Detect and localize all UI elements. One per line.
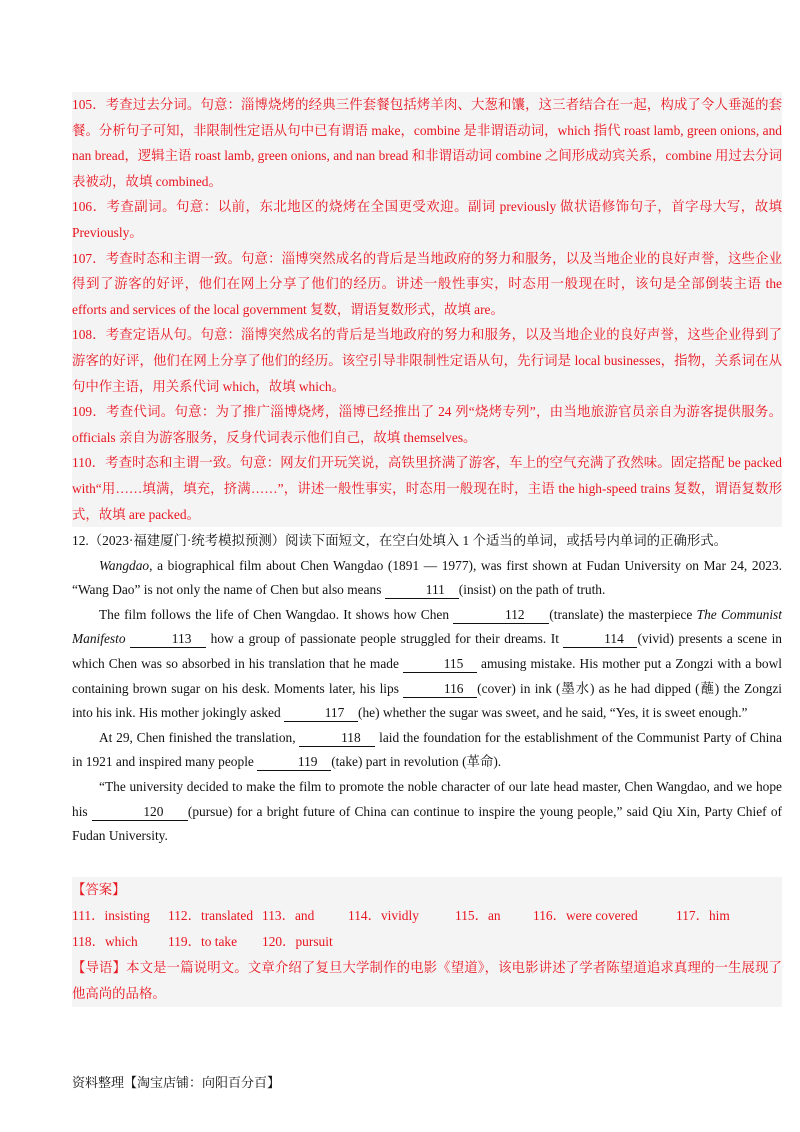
answer-row-1	[72, 903, 782, 929]
answer-120: 120．pursuit	[262, 933, 333, 949]
explanation-110: 110．考查时态和主谓一致。句意：网友们开玩笑说，高铁里挤满了游客，车上的空气充满了孜然味。固定搭配 be packed with“用……填满，填充，挤满……”，讲述一般性事实，时态用一般现在时，主语 the high-speed trains 复数，谓语复数形式，故填 are packed。	[72, 455, 782, 522]
blank-119: 119	[257, 753, 331, 771]
text: , a biographical film about Chen Wangdao (1891 — 1977), was first shown at Fudan University on Mar 24, 2023. “Wang Dao” is not only the name of Chen but also means	[72, 557, 782, 598]
blank-114: 114	[563, 630, 637, 648]
text: (cover) in ink (墨水) as he had dipped (蘸) the Zongzi into his ink. His mother jokingly asked	[72, 680, 783, 721]
blank-118: 118	[299, 729, 375, 747]
text: At 29, Chen finished the translation,	[99, 729, 300, 745]
footer-source: 资料整理【淘宝店铺：向阳百分百】	[72, 1076, 281, 1091]
book-title: The Communist Manifesto	[72, 606, 782, 647]
text: how a group of passionate people struggled for their dreams. It	[206, 631, 564, 647]
text: amusing mistake. His mother put a Zongzi with a bowl containing brown sugar on his desk. Moments later, his lips	[72, 656, 782, 696]
blank-111: 111	[385, 581, 459, 599]
text: (pursue) for a bright future of China can continue to inspire the young people,” said Qiu Xin, Party Chief of Fudan University.	[72, 803, 782, 844]
passage-paragraph-2	[72, 603, 782, 726]
blank-120: 120	[92, 803, 188, 821]
answer-118: 118．which	[72, 933, 138, 949]
guide-text: 【导语】本文是一篇说明文。文章介绍了复旦大学制作的电影《望道》，该电影讲述了学者陈望道追求真理的一生展现了他高尚的品格。	[72, 959, 782, 1001]
answer-119: 119．to take	[168, 933, 238, 949]
text: The film follows the life of Chen Wangdao. It shows how Chen	[99, 606, 454, 622]
film-title: Wangdao	[99, 557, 150, 573]
text: laid the foundation for the establishment of the Communist Party of China in 1921 and inspired many people	[72, 729, 783, 770]
passage-paragraph-1	[72, 554, 782, 603]
explanation-105: 105．考查过去分词。句意：淄博烧烤的经典三件套餐包括烤羊肉、大葱和馕，这三者结合在一起，构成了令人垂涎的套餐。分析句子可知，非限制性定语从句中已有谓语 make，combine 是非谓语动词，which 指代 roast lamb, green onions, and nan bread，逻辑主语 roast lamb, green onions, and nan bread 和非谓语动词 combine 之间形成动宾关系，combine 用过去分词表被动，故填 combined。	[72, 97, 782, 189]
answer-title: 【答案】	[72, 881, 126, 897]
answer-117: 117．him	[676, 907, 730, 923]
explanation-108: 108．考查定语从句。句意：淄博突然成名的背后是当地政府的努力和服务，以及当地企业的良好声誉，这些企业得到了游客的好评，他们在网上分享了他们的经历。该空引导非限制性定语从句，先行词是 local businesses，指物，关系词在从句中作主语，用关系代词 which，故填 which。	[72, 327, 782, 394]
question-header: 12.（2023·福建厦门·统考模拟预测）阅读下面短文，在空白处填入 1 个适当的单词，或括号内单词的正确形式。	[72, 533, 728, 549]
blank-112: 112	[453, 606, 549, 624]
answer-113: 113．and	[262, 907, 315, 923]
explanation-block	[72, 92, 782, 527]
explanation-107: 107．考查时态和主谓一致。句意：淄博突然成名的背后是当地政府的努力和服务，以及当地企业的良好声誉，这些企业得到了游客的好评，他们在网上分享了他们的经历。讲述一般性事实，时态用一般现在时，该句是全部倒装主语 the efforts and services of the local government 复数，谓语复数形式，故填 are。	[72, 250, 782, 317]
text: (take) part in revolution (革命).	[331, 754, 502, 770]
blank-116: 116	[403, 680, 477, 698]
answer-row-2	[72, 929, 782, 955]
text: “The university decided to make the film to promote the noble character of our late head master, Chen Wangdao, and we hope his	[72, 779, 782, 819]
explanation-106: 106．考查副词。句意：以前，东北地区的烧烤在全国更受欢迎。副词 previously 做状语修饰句子，首字母大写，故填 Previously。	[72, 199, 782, 240]
answer-block	[72, 877, 782, 1007]
question-12	[72, 529, 782, 849]
text: (insist) on the path of truth.	[458, 582, 606, 598]
text: (he) whether the sugar was sweet, and he said, “Yes, it is sweet enough.”	[358, 705, 748, 721]
answer-115: 115．an	[455, 907, 501, 923]
text: (vivid) presents a scene in which Chen was so absorbed in his translation that he made	[72, 631, 782, 672]
answer-112: 112．translated	[168, 907, 254, 923]
page-content	[72, 92, 782, 1007]
text: (translate) the masterpiece	[549, 606, 697, 622]
answer-114: 114．vividly	[348, 907, 419, 923]
explanation-109: 109．考查代词。句意：为了推广淄博烧烤，淄博已经推出了 24 列“烧烤专列”，由当地旅游官员亲自为游客提供服务。officials 亲自为游客服务，反身代词表示他们自己，故填 themselves。	[72, 404, 782, 445]
blank-115: 115	[403, 655, 477, 673]
blank-113: 113	[130, 630, 206, 648]
passage-paragraph-3	[72, 726, 782, 775]
answer-116: 116．were covered	[533, 907, 638, 923]
blank-117: 117	[284, 704, 358, 722]
answer-111: 111．insisting	[72, 907, 150, 923]
passage-paragraph-4	[72, 775, 782, 849]
